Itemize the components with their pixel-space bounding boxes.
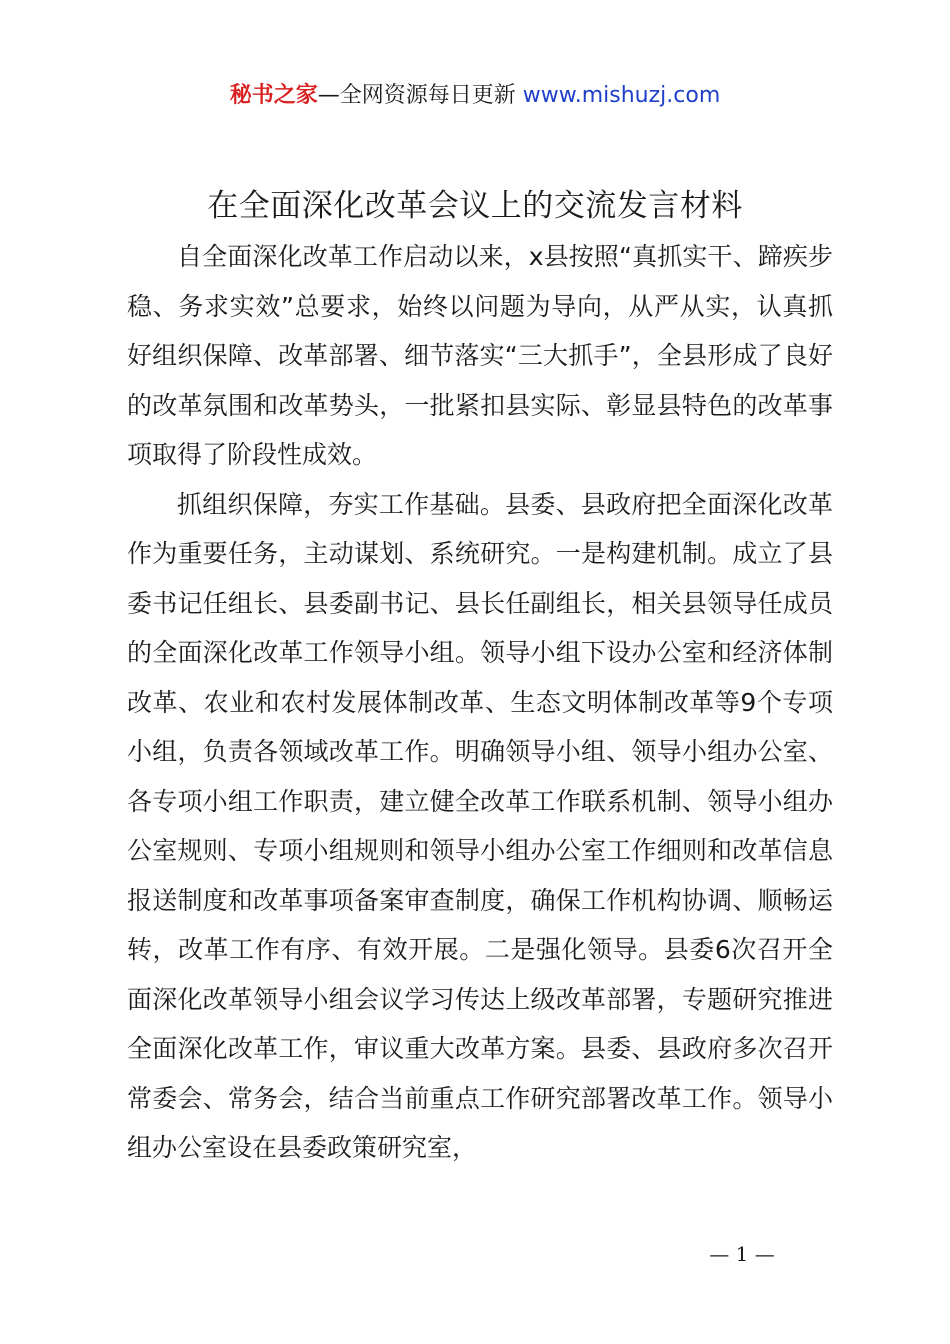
brand-name: 秘书之家: [229, 83, 318, 108]
website-link[interactable]: www.mishuzj.com: [522, 83, 721, 108]
header-tagline: —全网资源每日更新: [317, 83, 523, 108]
paragraph: 自全面深化改革工作启动以来，x县按照“真抓实干、蹄疾步稳、务求实效”总要求，始终以问题为导向，从严从实，认真抓好组织保障、改革部署、细节落实“三大抓手”，全县形成了良好的改革氛围和改革势头，一批紧扣县实际、彰显县特色的改革事项取得了阶段性成效。: [127, 242, 833, 469]
document-body: [127, 232, 833, 1173]
page-number: — 1 —: [709, 1242, 775, 1266]
document-title: 在全面深化改革会议上的交流发言材料: [207, 188, 743, 224]
page-header: [0, 80, 950, 112]
paragraph: 抓组织保障，夯实工作基础。县委、县政府把全面深化改革作为重要任务，主动谋划、系统研究。一是构建机制。成立了县委书记任组长、县委副书记、县长任副组长，相关县领导任成员的全面深化改革工作领导小组。领导小组下设办公室和经济体制改革、农业和农村发展体制改革、生态文明体制改革等9个专项小组，负责各领域改革工作。明确领导小组、领导小组办公室、各专项小组工作职责，建立健全改革工作联系机制、领导小组办公室规则、专项小组规则和领导小组办公室工作细则和改革信息报送制度和改革事项备案审查制度，确保工作机构协调、顺畅运转，改革工作有序、有效开展。二是强化领导。县委6次召开全面深化改革领导小组会议学习传达上级改革部署，专题研究推进全面深化改革工作，审议重大改革方案。县委、县政府多次召开常委会、常务会，结合当前重点工作研究部署改革工作。领导小组办公室设在县委政策研究室，: [127, 489, 833, 1162]
